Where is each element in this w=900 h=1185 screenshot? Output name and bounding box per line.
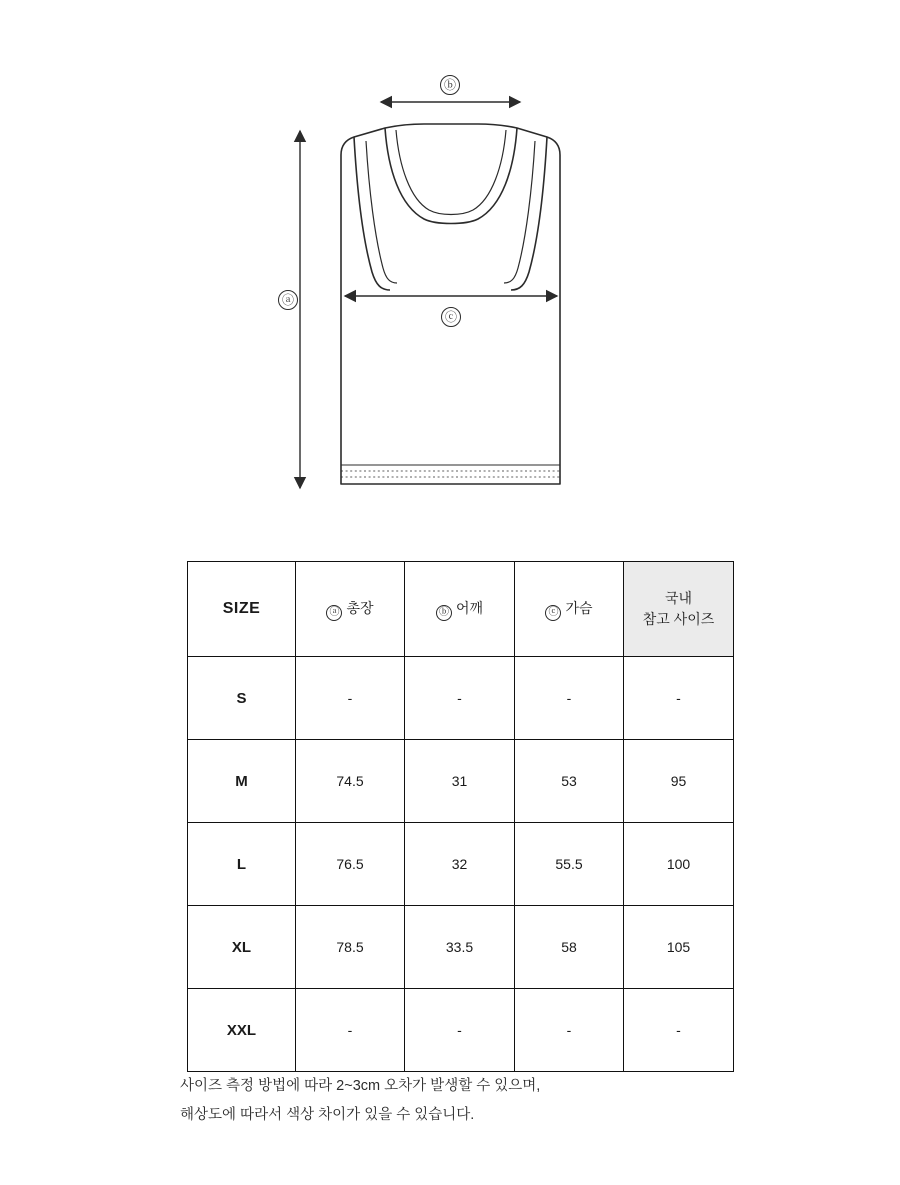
- marker-b-icon: ⓑ: [440, 75, 460, 95]
- cell-domestic: 105: [624, 906, 734, 989]
- marker-b-icon: ⓑ: [436, 605, 452, 621]
- header-chest: [515, 562, 624, 657]
- table-row: [188, 657, 734, 740]
- header-shoulder-label: 어깨: [455, 599, 484, 616]
- cell-domestic: 100: [624, 823, 734, 906]
- cell-domestic: -: [624, 657, 734, 740]
- cell-chest: -: [515, 657, 624, 740]
- cell-total-length: 78.5: [296, 906, 405, 989]
- table-row: [188, 906, 734, 989]
- row-size-label: S: [188, 657, 296, 740]
- disclaimer-notes: [180, 1072, 540, 1130]
- row-size-label: L: [188, 823, 296, 906]
- size-table-body: [188, 657, 734, 1072]
- size-table: [187, 561, 734, 1072]
- header-shoulder: [405, 562, 515, 657]
- table-row: [188, 740, 734, 823]
- cell-chest: 55.5: [515, 823, 624, 906]
- table-header-row: [188, 562, 734, 657]
- row-size-label: XXL: [188, 989, 296, 1072]
- cell-total-length: -: [296, 989, 405, 1072]
- marker-a-icon: ⓐ: [326, 605, 342, 621]
- cell-domestic: -: [624, 989, 734, 1072]
- cell-total-length: -: [296, 657, 405, 740]
- marker-c-icon: ⓒ: [545, 605, 561, 621]
- header-chest-label: 가슴: [565, 599, 593, 616]
- marker-a-icon: ⓐ: [278, 290, 298, 310]
- marker-c-icon: ⓒ: [441, 307, 461, 327]
- row-size-label: XL: [188, 906, 296, 989]
- table-row: [188, 989, 734, 1072]
- header-total-length-label: 총장: [346, 599, 374, 616]
- cell-shoulder: 31: [405, 740, 515, 823]
- row-size-label: M: [188, 740, 296, 823]
- cell-chest: 53: [515, 740, 624, 823]
- note-line-2: 해상도에 따라서 색상 차이가 있을 수 있습니다.: [180, 1107, 475, 1123]
- cell-shoulder: -: [405, 657, 515, 740]
- header-size: SIZE: [188, 562, 296, 657]
- header-domestic-size: [624, 562, 734, 657]
- header-total-length: [296, 562, 405, 657]
- cell-shoulder: 32: [405, 823, 515, 906]
- cell-domestic: 95: [624, 740, 734, 823]
- note-line-1: 사이즈 측정 방법에 따라 2~3cm 오차가 발생할 수 있으며,: [180, 1078, 541, 1094]
- cell-total-length: 76.5: [296, 823, 405, 906]
- header-domestic-line1: 국내: [664, 590, 693, 606]
- size-table-header: [188, 562, 734, 657]
- garment-measurement-diagram: [0, 0, 900, 540]
- header-domestic-line2: 참고 사이즈: [642, 611, 715, 627]
- cell-shoulder: -: [405, 989, 515, 1072]
- cell-total-length: 74.5: [296, 740, 405, 823]
- cell-shoulder: 33.5: [405, 906, 515, 989]
- table-row: [188, 823, 734, 906]
- cell-chest: -: [515, 989, 624, 1072]
- size-table-container: [187, 561, 718, 1072]
- cell-chest: 58: [515, 906, 624, 989]
